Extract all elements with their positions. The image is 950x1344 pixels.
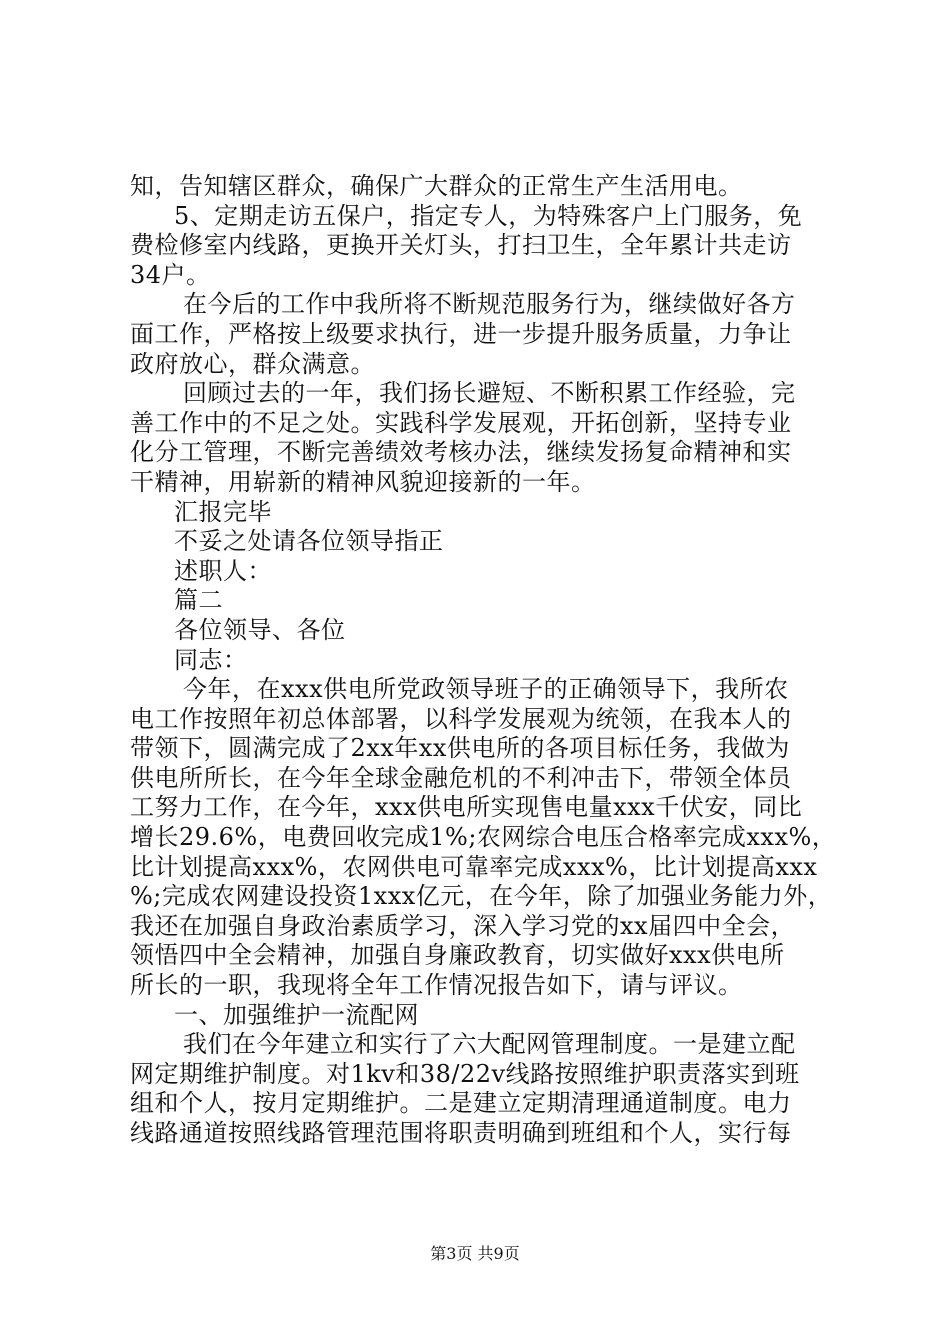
text-line: 化分工管理，不断完善绩效考核办法，继续发扬复命精神和实 [130,438,792,467]
text-line: 篇二 [174,586,223,615]
text-line: 供电所所长，在今年全球金融危机的不利冲击下，带领全体员 [130,763,792,792]
document-body [130,172,837,1149]
text-line: 增长29.6%，电费回收完成1%;农网综合电压合格率完成xxx%， [130,823,837,852]
text-line: 线路通道按照线路管理范围将职责明确到班组和个人，实行每 [130,1119,792,1147]
text-line: 我们在今年建立和实行了六大配网管理制度。一是建立配 [183,1030,796,1059]
text-line: 面工作，严格按上级要求执行，进一步提升服务质量，力争让 [130,319,792,348]
text-line: %;完成农网建设投资1xxx亿元，在今年，除了加强业务能力外， [130,882,833,911]
text-line: 述职人： [174,556,272,585]
text-line: 网定期维护制度。对1kv和38/22v线路按照维护职责落实到班 [130,1059,800,1088]
text-line: 比计划提高xxx%，农网供电可靠率完成xxx%，比计划提高xxx [130,852,818,881]
text-line: 一、加强维护一流配网 [174,1000,419,1029]
text-line: 我还在加强自身政治素质学习，深入学习党的xx届四中全会， [130,911,796,940]
text-line: 费检修室内线路，更换开关灯头，打扫卫生，全年累计共走访 [130,231,792,260]
text-line: 同志： [174,645,248,674]
text-line: 领悟四中全会精神，加强自身廉政教育，切实做好xxx供电所 [130,941,785,970]
text-line: 今年，在xxx供电所党政领导班子的正确领导下，我所农 [183,675,789,704]
text-line: 汇报完毕 [174,497,272,526]
text-line: 政府放心，群众满意。 [130,349,375,378]
text-line: 所长的一职，我现将全年工作情况报告如下，请与评议。 [130,971,743,1000]
text-line: 电工作按照年初总体部署，以科学发展观为统领，在我本人的 [130,704,792,733]
text-line: 在今后的工作中我所将不断规范服务行为，继续做好各方 [183,290,796,319]
text-line: 带领下，圆满完成了2xx年xx供电所的各项目标任务，我做为 [130,734,790,763]
text-line: 干精神，用崭新的精神风貌迎接新的一年。 [130,467,596,496]
text-line: 5、定期走访五保户，指定专人，为特殊客户上门服务，免 [174,201,803,230]
text-line: 回顾过去的一年，我们扬长避短、不断积累工作经验，完 [183,379,796,408]
text-line: 组和个人，按月定期维护。二是建立定期清理通道制度。电力 [130,1089,792,1118]
text-line: 知，告知辖区群众，确保广大群众的正常生产生活用电。 [130,172,743,200]
text-line: 不妥之处请各位领导指正 [174,527,444,556]
page-footer: 第3页 共9页 [430,1244,520,1263]
text-line: 善工作中的不足之处。实践科学发展观，开拓创新，坚持专业 [130,408,792,437]
text-line: 工努力工作，在今年，xxx供电所实现售电量xxx千伏安，同比 [130,793,803,822]
text-line: 各位领导、各位 [174,615,346,644]
text-line: 34户。 [130,260,211,289]
